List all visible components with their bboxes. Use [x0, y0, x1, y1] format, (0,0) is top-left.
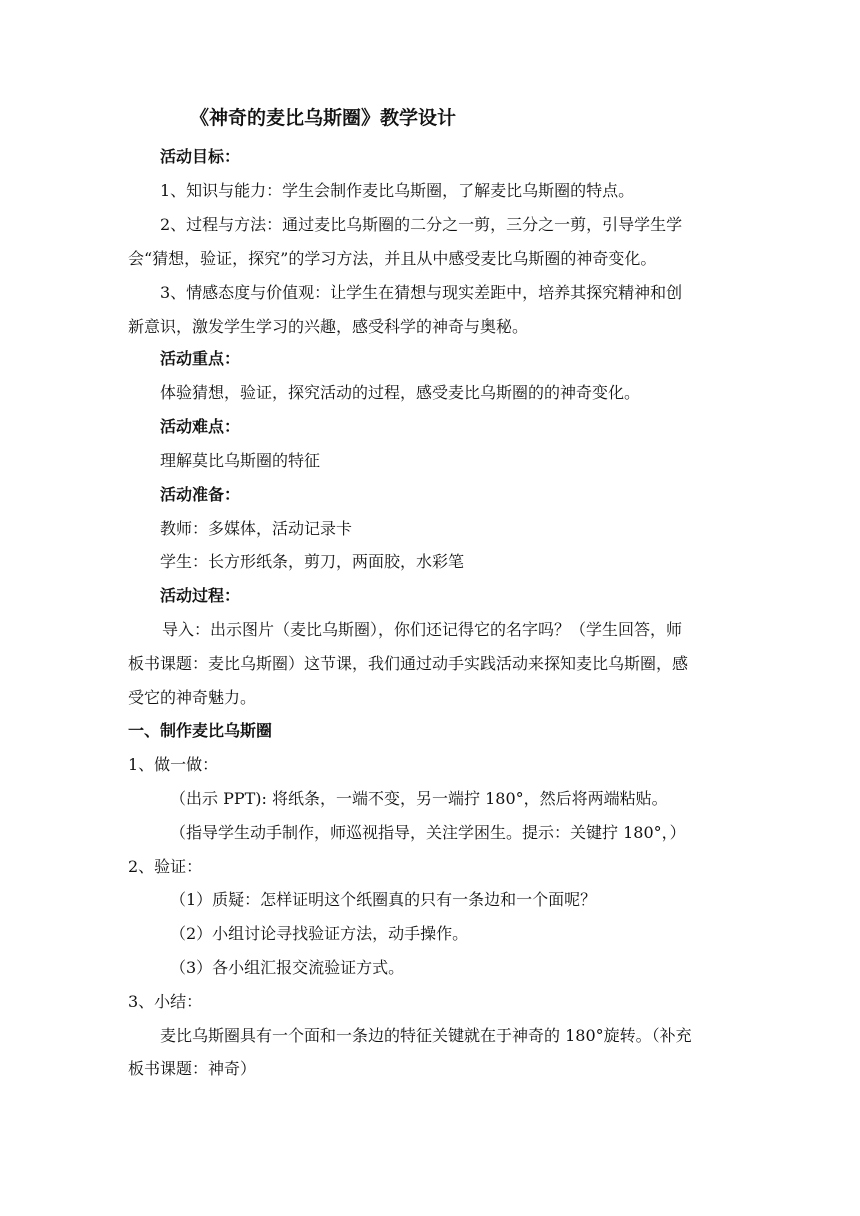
heading-difficulties: 活动难点：	[160, 417, 241, 436]
prep-student: 学生：长方形纸条，剪刀，两面胶，水彩笔	[160, 552, 465, 571]
intro-line1: 导入：出示图片（麦比乌斯圈），你们还记得它的名字吗？（学生回答，师	[162, 620, 683, 639]
goal-emotion-line2: 新意识，激发学生学习的兴趣，感受科学的神奇与奥秘。	[128, 317, 529, 336]
key-points-text: 体验猜想，验证，探究活动的过程，感受麦比乌斯圈的的神奇变化。	[160, 383, 641, 402]
goal-emotion-line1: 3、情感态度与价值观：让学生在猜想与现实差距中，培养其探究精神和创	[160, 283, 683, 302]
summary-line2: 板书课题：神奇）	[128, 1059, 257, 1078]
intro-line3: 受它的神奇魅力。	[128, 688, 257, 707]
goal-process-line2: 会“猜想，验证，探究”的学习方法，并且从中感受麦比乌斯圈的神奇变化。	[128, 249, 657, 268]
difficulties-text: 理解莫比乌斯圈的特征	[160, 451, 321, 470]
step-2-question: （1）质疑：怎样证明这个纸圈真的只有一条边和一个面呢？	[170, 890, 597, 909]
step-2-report: （3）各小组汇报交流验证方式。	[170, 958, 405, 977]
goal-knowledge: 1、知识与能力：学生会制作麦比乌斯圈，了解麦比乌斯圈的特点。	[160, 181, 635, 200]
heading-preparation: 活动准备：	[160, 485, 241, 504]
step-2-heading: 2、验证：	[128, 857, 203, 876]
summary-line1: 麦比乌斯圈具有一个面和一条边的特征关键就在于神奇的 180°旋转。（补充	[160, 1026, 692, 1045]
goal-process-line1: 2、过程与方法：通过麦比乌斯圈的二分之一剪，三分之一剪，引导学生学	[160, 215, 683, 234]
step-1-heading: 1、做一做：	[128, 755, 219, 774]
step-2-discuss: （2）小组讨论寻找验证方法，动手操作。	[170, 924, 469, 943]
section-1-heading: 一、制作麦比乌斯圈	[128, 721, 273, 740]
heading-key-points: 活动重点：	[160, 349, 241, 368]
step-1-guide: （指导学生动手制作，师巡视指导，关注学困生。提示：关键拧 180°，）	[170, 823, 686, 842]
step-3-heading: 3、小结：	[128, 992, 203, 1011]
heading-activity-goals: 活动目标：	[160, 147, 241, 166]
heading-process: 活动过程：	[160, 586, 241, 605]
intro-line2: 板书课题：麦比乌斯圈）这节课，我们通过动手实践活动来探知麦比乌斯圈，感	[128, 654, 689, 673]
step-1-ppt: （出示 PPT): 将纸条，一端不变，另一端拧 180°，然后将两端粘贴。	[170, 789, 668, 808]
prep-teacher: 教师：多媒体，活动记录卡	[160, 519, 353, 538]
document-title: 《神奇的麦比乌斯圈》教学设计	[190, 107, 457, 129]
